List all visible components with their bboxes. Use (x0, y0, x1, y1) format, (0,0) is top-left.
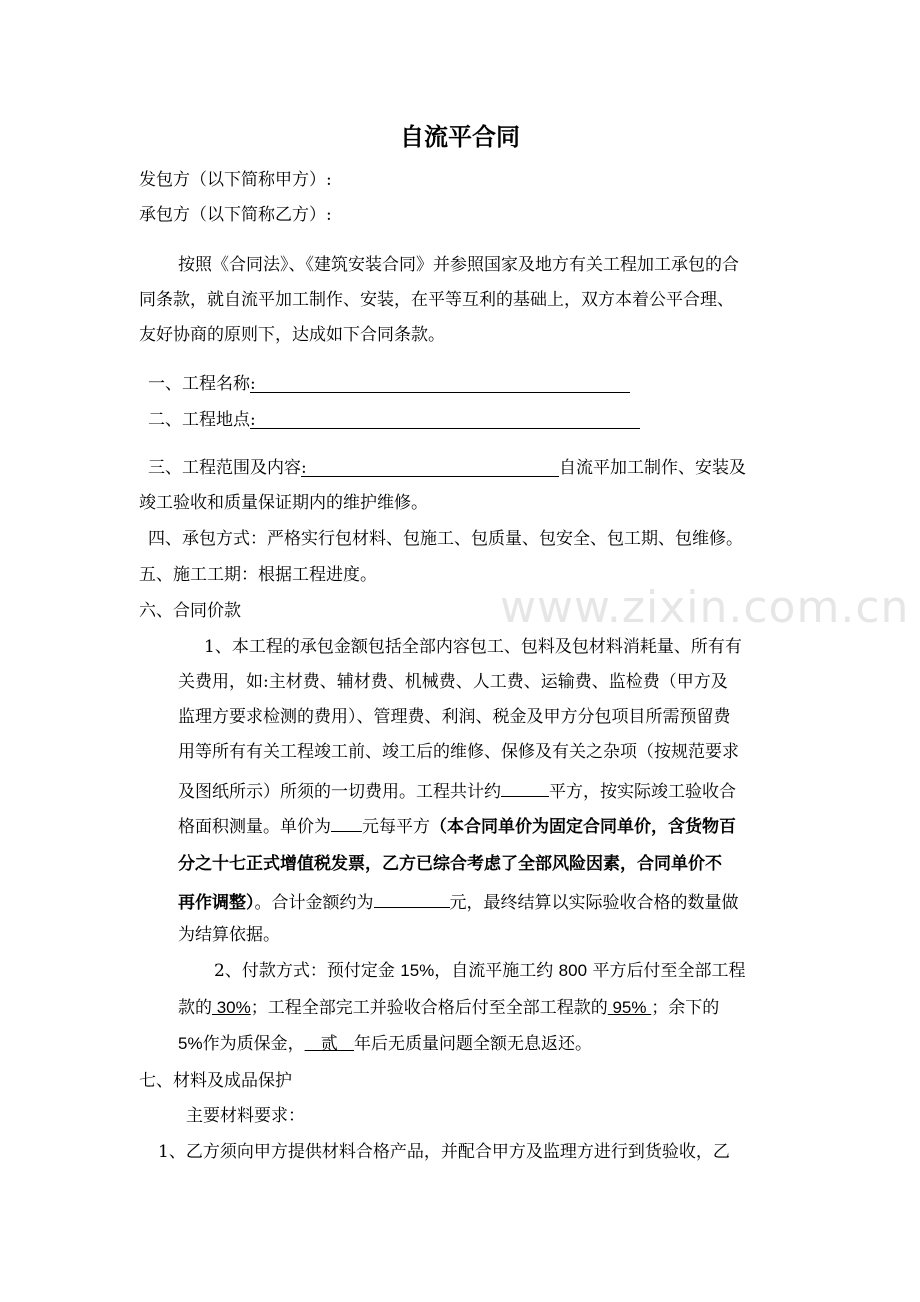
project-location-blank: : (250, 409, 640, 429)
section-schedule: 五、施工工期：根据工程进度。 (139, 565, 377, 585)
preamble-line-1: 按照《合同法》、《建筑安装合同》并参照国家及地方有关工程加工承包的合 (178, 255, 739, 275)
section-contract-mode: 四、承包方式：严格实行包材料、包施工、包质量、包安全、包工期、包维修。 (148, 529, 743, 549)
party-a-line: 发包方（以下简称甲方）: (139, 170, 332, 190)
section-materials: 七、材料及成品保护 (139, 1071, 292, 1091)
section-label: 三、工程范围及内容 (148, 458, 301, 478)
materials-subheading: 主要材料要求： (186, 1106, 305, 1126)
payment-line-3: 5%作为质保金， 贰 年后无质量问题全额无息返还。 (178, 1034, 593, 1054)
progress-percent: 30% (212, 998, 251, 1017)
price-para-line-2: 关费用，如:主材费、辅材费、机械费、人工费、运输费、监检费（甲方及 (178, 672, 728, 692)
unit-price-blank (331, 812, 362, 832)
price-para-line-7: 分之十七正式增值税发票，乙方已综合考虑了全部风险因素，合同单价不 (178, 854, 722, 874)
payment-line-2: 款的 30%；工程全部完工并验收合格后付至全部工程款的 95% ；余下的 (178, 998, 720, 1018)
section-project-name (148, 373, 630, 395)
preamble-line-2: 同条款，就自流平加工制作、安装，在平等互利的基础上，双方本着公平合理、 (139, 290, 734, 310)
area-threshold: 800 (558, 961, 588, 980)
price-para-line-1: 1、本工程的承包金额包括全部内容包工、包料及包材料消耗量、所有有 (204, 637, 742, 657)
payment-line-1: 2、付款方式：预付定金 15%，自流平施工约 800 平方后付至全部工程 (214, 961, 746, 981)
scope-line-2: 竣工验收和质量保证期内的维护维修。 (139, 493, 428, 513)
section-scope (148, 457, 746, 479)
deposit-percent: 15% (400, 961, 435, 980)
materials-item-1: 1、乙方须向甲方提供材料合格产品，并配合甲方及监理方进行到货验收，乙 (158, 1142, 730, 1162)
area-blank (501, 777, 549, 797)
price-para-line-3: 监理方要求检测的费用）、管理费、利润、税金及甲方分包项目所需预留费 (178, 707, 731, 727)
completion-percent: 95% (607, 998, 652, 1017)
price-para-line-8: 再作调整）。合计金额约为 元，最终结算以实际验收合格的数量做 (178, 888, 739, 914)
price-para-line-5: 及图纸所示）所须的一切费用。工程共计约 平方，按实际竣工验收合 (178, 777, 736, 803)
section-project-location (148, 409, 640, 431)
price-para-line-6: 格面积测量。单价为 元每平方（本合同单价为固定合同单价，含货物百 (178, 812, 736, 838)
section-label: 二、工程地点 (148, 410, 250, 430)
document-title: 自流平合同 (400, 122, 520, 151)
price-para-line-4: 用等所有有关工程竣工前、竣工后的维修、保修及有关之杂项（按规范要求 (178, 742, 739, 762)
warranty-years: 贰 (304, 1034, 355, 1054)
watermark: www.zixin.com.cn (500, 582, 910, 633)
section-label: 一、工程名称 (148, 374, 250, 394)
fixed-price-note: （本合同单价为固定合同单价，含货物百 (430, 817, 736, 837)
total-amount-blank (374, 888, 450, 908)
price-para-line-9: 为结算依据。 (178, 925, 280, 945)
scope-blank: : (301, 457, 559, 477)
party-b-line: 承包方（以下简称乙方）: (139, 205, 332, 225)
scope-tail: 自流平加工制作、安装及 (559, 458, 746, 478)
preamble-line-3: 友好协商的原则下，达成如下合同条款。 (139, 325, 445, 345)
section-price: 六、合同价款 (139, 601, 241, 621)
retention-percent: 5% (178, 1034, 203, 1053)
project-name-blank: : (250, 373, 630, 393)
